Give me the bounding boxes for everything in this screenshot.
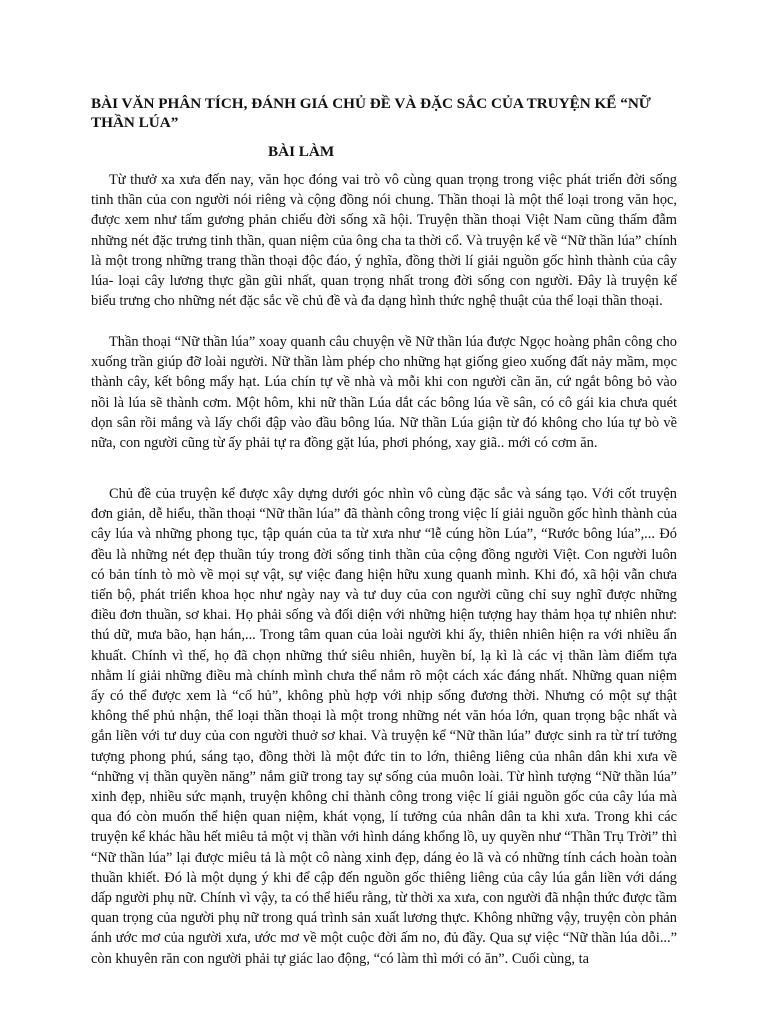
paragraph: Chủ đề của truyện kể được xây dựng dưới góc nhìn vô cùng đặc sắc và sáng tạo. Với cốt truyện đơn giản, dễ hiểu, thần thoại “Nữ thần lúa” đã thành công trong việc lí giải nguồn gốc hình thành của cây lúa và những phong tục, tập quán của ta từ xưa như “lễ cúng hồn Lúa”, “Rước bông lúa”,... Đó đều là những nét đẹp thuần túy trong đời sống tinh thần của cộng đồng người Việt. Con người luôn có bản tính tò mò về mọi sự vật, sự việc đang hiện hữu xung quanh mình. Khi đó, xã hội vẫn chưa tiến bộ, phát triển khoa học như ngày nay và tư duy của con người cũng chỉ suy nghĩ được những điều đơn thuần, sơ khai. Họ phải sống và đối diện với những hiện tượng hay thảm họa tự nhiên như: thú dữ, mưa bão, hạn hán,... Trong tâm quan của loài người khi ấy, thiên nhiên hiện ra với nhiều ẩn khuất. Chính vì thế, họ đã chọn những thứ siêu nhiên, huyền bí, lạ kì là các vị thần làm điểm tựa nhằm lí giải những điều mà chính mình chưa thể nắm rõ một cách xác đáng nhất. Những quan niệm ấy có thể được xem là “cổ hủ”, không phù hợp với nhịp sống đương thời. Nhưng có một sự thật không thể phủ nhận, thể loại thần thoại là một trong những nét văn hóa lớn, quan trọng bậc nhất và gắn liền với tư duy của con người thuở sơ khai. Và truyện kể “Nữ thần lúa” được sinh ra từ trí tưởng tượng phong phú, sáng tạo, đồng thời là một đức tin to lớn, thiêng liêng của nhân dân khi xưa về “những vị thần quyền năng” nắm giữ trong tay sự sống của muôn loài. Từ hình tượng “Nữ thần lúa” xinh đẹp, nhiều sức mạnh, truyện không chỉ thành công trong việc lí giải nguồn gốc của cây lúa mà qua đó còn muốn thể hiện quan niệm, khát vọng, lí tưởng của nhân dân ta khi xưa. Trong khi các truyện kể khác hầu hết miêu tả một vị thần với hình dáng khổng lồ, uy quyền như “Thần Trụ Trời” thì “Nữ thần lúa” lại được miêu tả là một cô nàng xinh đẹp, dáng ẻo lã và có những tính cách hoàn toàn thuần khiết. Đó là một dụng ý khi để cập đến nguồn gốc thiêng liêng của cây lúa gắn liền với dáng dấp người phụ nữ. Chính vì vậy, ta có thể hiểu rằng, từ thời xa xưa, con người đã nhận thức được tầm quan trọng của người phụ nữ trong quá trình sản xuất lương thực. Không những vậy, truyện còn phản ánh ước mơ của người xưa, ước mơ về một cuộc đời ấm no, đủ đầy. Qua sự việc “Nữ thần lúa dỗi...” còn khuyên răn con người phải tự giác lao động, “có làm thì mới có ăn”. Cuối cùng, ta [91,486,677,967]
document-title: BÀI VĂN PHÂN TÍCH, ĐÁNH GIÁ CHỦ ĐỀ VÀ ĐẶC SẮC CỦA TRUYỆN KỂ “NỮ THẦN LÚA” [91,95,651,131]
paragraph: Thần thoại “Nữ thần lúa” xoay quanh câu chuyện về Nữ thần lúa được Ngọc hoàng phân công cho xuống trần giúp đỡ loài người. Nữ thần làm phép cho những hạt giống gieo xuống đất nảy mầm, mọc thành cây, kết bông mẩy hạt. Lúa chín tự về nhà và mỗi khi con người cần ăn, cứ ngắt bông bỏ vào nồi là lúa sẽ thành cơm. Một hôm, khi nữ thần Lúa dắt các bông lúa về sân, có cô gái kia chưa quét dọn sân rồi mắng và lấy chổi đập vào đầu bông lúa. Nữ thần Lúa giận từ đó không cho lúa tự bò về nữa, con người cũng từ ấy phải tự ra đồng gặt lúa, phơi phóng, xay giã.. mới có cơm ăn. [91,334,677,452]
document-subtitle: BÀI LÀM [268,143,335,160]
paragraph: Từ thưở xa xưa đến nay, văn học đóng vai trò vô cùng quan trọng trong việc phát triển đời sống tinh thần của con người nói riêng và cộng đồng nói chung. Thần thoại là một thể loại trong văn học, được xem như tấm gương phản chiếu đời sống xã hội. Truyện thần thoại Việt Nam cũng thấm đẫm những nét đặc trưng tinh thần, quan niệm của ông cha ta thời cổ. Và truyện kể về “Nữ thần lúa” chính là một trong những trang thần thoại độc đáo, ý nghĩa, đồng thời lí giải nguồn gốc hình thành của cây lúa- loại cây lương thực gần gũi nhất, quan trọng nhất trong đời sống con người. Đây là truyện kể biểu trưng cho những nét đặc sắc về chủ đề và đa dạng hình thức nghệ thuật của thể loại thần thoại. [91,172,677,310]
